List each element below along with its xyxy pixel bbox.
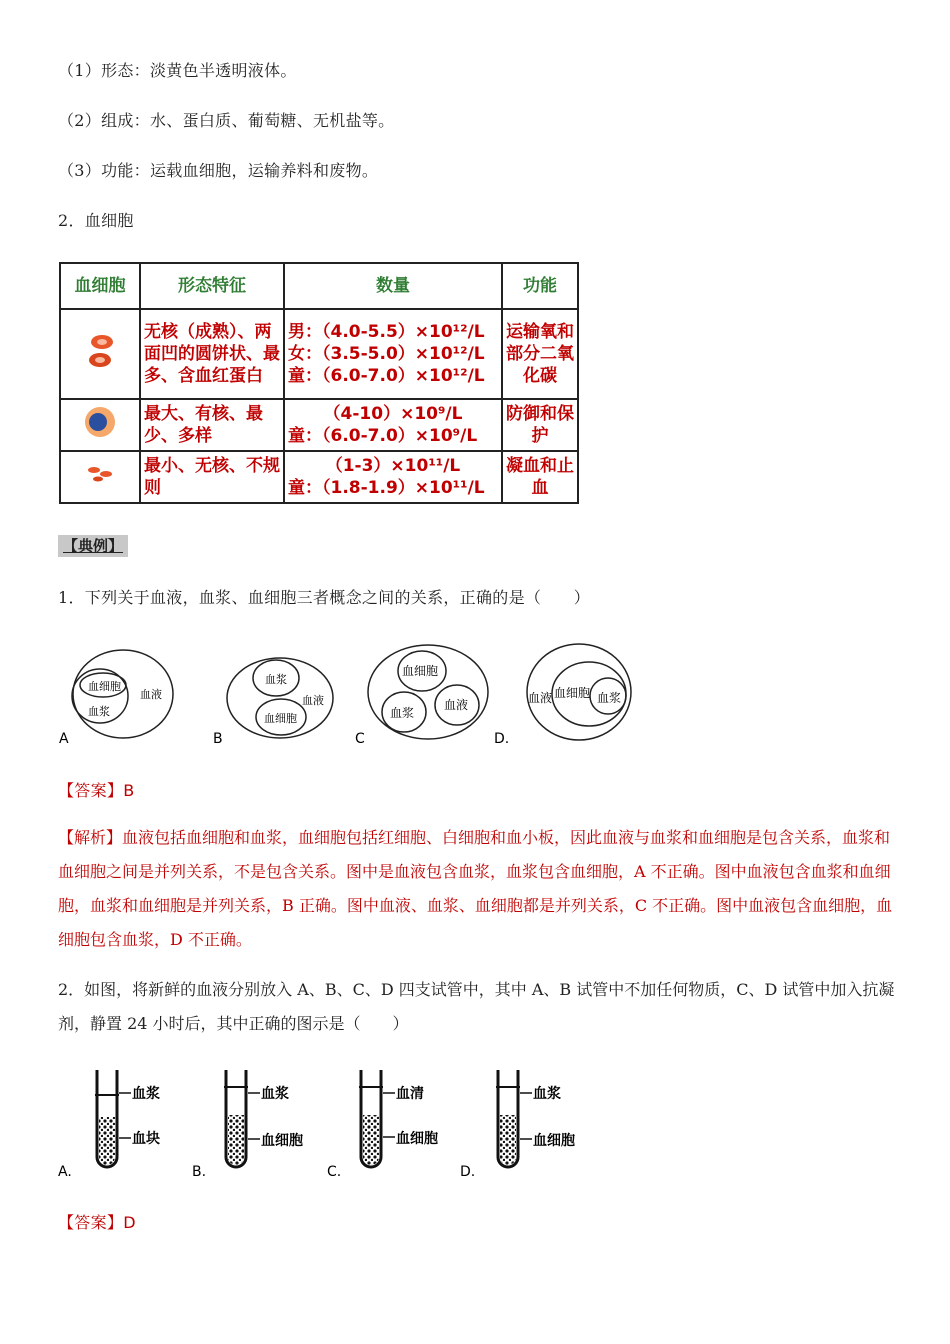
tube-bottom-label: 血细胞 [396, 1131, 438, 1147]
table-cell: 防御和保护 [502, 399, 578, 451]
platelet-icon [60, 451, 140, 503]
question-1-text: 1．下列关于血液，血浆、血细胞三者概念之间的关系，正确的是（ ） [58, 588, 591, 607]
table-cell: 最小、无核、不规则 [140, 451, 284, 503]
outer-label: 血液 [140, 688, 162, 701]
count-line: （1-3）×10¹¹/L [325, 456, 461, 476]
answer-1: 【答案】B [58, 781, 135, 800]
tube-top-label: 血清 [396, 1086, 424, 1102]
count-line: 童：（6.0-7.0）×10¹²/L [288, 366, 485, 386]
count-line: 女：（3.5-5.0）×10¹²/L [288, 344, 485, 364]
table-cell [284, 451, 502, 503]
count-line: 童：（6.0-7.0）×10⁹/L [288, 426, 478, 446]
venn-options [55, 640, 622, 750]
option-label: A [59, 731, 69, 747]
question-2-text: 2．如图，将新鲜的血液分别放入 A、B、C、D 四支试管中，其中 A、B 试管中不加任何物质，C、D 试管中加入抗凝剂，静置 24 小时后，其中正确的图示是（ ） [58, 980, 895, 1033]
table-cell: 无核（成熟）、两面凹的圆饼状、最多、含血红蛋白 [140, 309, 284, 399]
inner-label: 血浆 [597, 691, 622, 705]
test-tube-options [55, 1065, 595, 1185]
outer-label: 血液 [302, 694, 324, 707]
option-c-diagram [355, 645, 488, 747]
red-blood-cell-icon [60, 309, 140, 399]
table-cell [284, 399, 502, 451]
option-label: C. [327, 1164, 342, 1180]
table-row [60, 399, 578, 451]
count-line: 男：（4.0-5.5）×10¹²/L [288, 322, 485, 342]
option-d-diagram [494, 644, 631, 747]
table-row [60, 451, 578, 503]
option-label: B [213, 731, 223, 747]
tube-top-label: 血浆 [261, 1086, 289, 1102]
outer-label: 血液 [528, 691, 553, 705]
c3-label: 血液 [444, 698, 469, 712]
shape-line: （1）形态：淡黄色半透明液体。 [58, 61, 297, 80]
option-label: B. [192, 1164, 207, 1180]
table-cell [284, 309, 502, 399]
tube-top-label: 血浆 [132, 1086, 160, 1102]
tube-bottom-label: 血块 [132, 1131, 160, 1147]
table-header: 血细胞 [60, 263, 140, 309]
tube-d [460, 1070, 575, 1180]
blood-cell-table [59, 262, 579, 504]
table-header: 功能 [502, 263, 578, 309]
tube-b [192, 1070, 303, 1180]
option-b-diagram [213, 658, 333, 747]
table-row [60, 309, 578, 399]
table-cell: 最大、有核、最少、多样 [140, 399, 284, 451]
table-header: 数量 [284, 263, 502, 309]
tube-bottom-label: 血细胞 [533, 1133, 575, 1149]
c2-label: 血细胞 [264, 712, 297, 725]
option-label: D. [494, 731, 510, 747]
option-label: D. [460, 1164, 476, 1180]
inner2-label: 血浆 [88, 705, 110, 718]
count-line: （4-10）×10⁹/L [323, 404, 463, 424]
tube-c [327, 1070, 438, 1180]
tube-a [58, 1070, 160, 1180]
mid-label: 血细胞 [554, 686, 591, 700]
c2-label: 血浆 [390, 706, 415, 720]
answer-2: 【答案】D [58, 1213, 136, 1232]
count-line: 童：（1.8-1.9）×10¹¹/L [288, 478, 485, 498]
option-label: A. [58, 1164, 72, 1180]
option-a-diagram [59, 650, 173, 747]
function-line: （3）功能：运载血细胞，运输养料和废物。 [58, 161, 379, 180]
table-cell: 凝血和止血 [502, 451, 578, 503]
table-header: 形态特征 [140, 263, 284, 309]
white-blood-cell-icon [60, 399, 140, 451]
table-cell: 运输氧和部分二氧化碳 [502, 309, 578, 399]
inner-label: 血细胞 [88, 680, 121, 693]
tube-top-label: 血浆 [533, 1086, 561, 1102]
example-heading: 【典例】 [58, 535, 128, 557]
composition-line: （2）组成：水、蛋白质、葡萄糖、无机盐等。 [58, 111, 395, 130]
tube-bottom-label: 血细胞 [261, 1133, 303, 1149]
analysis-1: 【解析】血液包括血细胞和血浆，血细胞包括红细胞、白细胞和血小板，因此血液与血浆和血细胞是包含关系，血浆和血细胞之间是并列关系，不是包含关系。图中是血液包含血浆，血浆包含血细胞，A 不正确。图中血液包含血浆和血细胞，血浆和血细胞是并列关系，B 正确。图中血液、血浆、血细胞都是并列关系，C 不正确。图中血液包含血细胞，血细胞包含血浆，D 不正确。 [58, 828, 893, 949]
c1-label: 血浆 [265, 673, 287, 686]
option-label: C [355, 731, 365, 747]
section-heading: 2．血细胞 [58, 211, 134, 230]
c1-label: 血细胞 [402, 664, 439, 678]
